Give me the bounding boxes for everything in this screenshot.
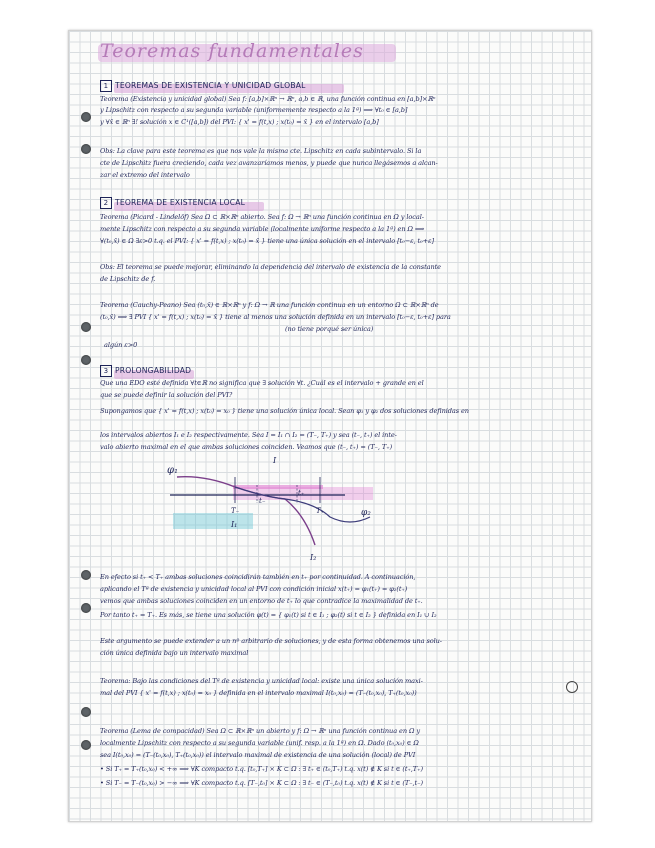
- solutions-diagram: [165, 455, 375, 565]
- text-line: (no tiene porqué ser única): [285, 325, 374, 333]
- section-number: 2: [100, 197, 112, 209]
- text-line: Supongamos que { x' = f(t,x) ; x(t₀) = x₀ } tiene una solución única local. Sean φ₁ y φ₂ dos soluciones definidas en: [100, 407, 469, 415]
- section-number: 1: [100, 80, 112, 92]
- page-title: Teoremas fundamentales: [100, 40, 364, 62]
- label-I: I: [273, 456, 277, 465]
- text-line: Obs: El teorema se puede mejorar, eliminando la dependencia del intervalo de existencia de la constante: [100, 263, 441, 271]
- text-line: Teorema: Bajo las condiciones del Tª de existencia y unicidad local: existe una única solución maxi-: [100, 677, 423, 685]
- text-line: mente Lipschitz con respecto a su segunda variable (localmente uniforme respecto a la 1ª) en Ω ⟹: [100, 225, 425, 233]
- section-number: 3: [100, 365, 112, 377]
- text-line: Que una EDO esté definida ∀t∈ℝ no significa que ∃ solución ∀t. ¿Cuál es el intervalo + grande en el: [100, 379, 424, 387]
- text-line: localmente Lipschitz con respecto a su segunda variable (unif. resp. a la 1ª) en Ω. Dado (t₀,x₀) ∈ Ω: [100, 739, 419, 747]
- section-3-heading: [100, 365, 191, 377]
- text-line: zar el extremo del intervalo: [100, 171, 190, 179]
- text-line: sea I(t₀,x₀) = (T₋(t₀,x₀), T₊(t₀,x₀)) el intervalo maximal de existencia de una solución (local) de PVI: [100, 751, 416, 759]
- text-line: ción única definida bajo un intervalo maximal: [100, 649, 249, 657]
- text-line: y Lipschitz con respecto a su segunda variable (uniformemente respecto a la 1ª) ⟹ ∀t₀ ∈ [a,b]: [100, 106, 408, 114]
- label-tplus: t₊: [298, 489, 305, 497]
- text-line: cte de Lipschitz fuera creciendo, cada vez avanzaríamos menos, y puede que nunca llegásemos a alcan-: [100, 159, 438, 167]
- label-phi2: φ₂: [361, 508, 371, 518]
- text-line: Teorema (Picard - Lindelöf) Sea Ω ⊂ ℝ×ℝⁿ abierto. Sea f: Ω → ℝⁿ una función continua en Ω y local-: [100, 213, 424, 221]
- text-line: los intervalos abiertos I₁ e I₂ respectivamente. Sea I = I₁ ∩ I₂ = (T₋, T₊) y sea (t₋, t₊) el inte-: [100, 431, 397, 439]
- text-line: (t₀,x̄) ⟹ ∃ PVI { x' = f(t,x) ; x(t₀) = x̄ } tiene al menos una solución definida en un intervalo [t₀−ε, t₀+ε] para: [100, 313, 451, 321]
- text-line: de Lipschitz de f.: [100, 275, 156, 283]
- text-line: y ∀x̄ ∈ ℝⁿ ∃! solución x ∈ C¹([a,b]) del PVI: { x' = f(t,x) ; x(t₀) = x̄ } en el intervalo [a,b]: [100, 118, 379, 126]
- label-Tplus: T₊: [316, 507, 325, 515]
- section-title: TEOREMA DE EXISTENCIA LOCAL: [115, 198, 246, 207]
- text-line: Teorema (Existencia y unicidad global) Sea f: [a,b]×ℝⁿ → ℝⁿ, a,b ∈ ℝ, una función continua en [a,b]×ℝⁿ: [100, 95, 436, 103]
- label-I1: I₁: [231, 520, 238, 529]
- text-line: Teorema (Cauchy-Peano) Sea (t₀,x̄) ∈ ℝ×ℝⁿ y f: Ω → ℝ una función continua en un entorno Ω ⊂ ℝ×ℝⁿ de: [100, 301, 439, 309]
- text-line: En efecto si t₊ < T₊ ambas soluciones coincidirán también en t₊ por continuidad. A continuación,: [100, 573, 416, 581]
- binder-hole: [81, 707, 91, 717]
- I-band: [233, 485, 323, 489]
- section-title: TEOREMAS DE EXISTENCIA Y UNICIDAD GLOBAL: [115, 81, 306, 90]
- text-line: Este argumento se puede extender a un nº arbitrario de soluciones, y de esta forma obtenemos una solu-: [100, 637, 442, 645]
- text-line: ∀(t₀,x̄) ∈ Ω ∃ε>0 t.q. el PVI: { x' = f(t,x) ; x(t₀) = x̄ } tiene una única solución en el intervalo [t₀−ε, t₀+ε]: [100, 237, 434, 245]
- binder-hole: [81, 740, 91, 750]
- label-phi1: φ₁: [167, 465, 179, 476]
- I1-band: [173, 513, 253, 529]
- label-tminus: t₋: [259, 497, 266, 505]
- label-Tminus: T₋: [231, 507, 240, 515]
- text-line: Obs: La clave para este teorema es que nos vale la misma cte. Lipschitz en cada subintervalo. Si la: [100, 147, 422, 155]
- text-line: Teorema (Lema de compacidad) Sea Ω ⊂ ℝ×ℝⁿ un abierto y f: Ω → ℝⁿ una función continua en Ω y: [100, 727, 420, 735]
- circle-mark: [566, 681, 578, 693]
- binder-hole: [81, 144, 91, 154]
- binder-hole: [81, 322, 91, 332]
- text-line: valo abierto maximal en el que ambas soluciones coinciden. Veamos que (t₋, t₊) = (T₋, T₊): [100, 443, 393, 451]
- section-title: PROLONGABILIDAD: [115, 366, 192, 375]
- text-line: • Si T₊ = T₊(t₀,x₀) < +∞ ⟹ ∀K compacto t.q. [t₀,T₊] × K ⊂ Ω : ∃ t₊ ∈ (t₀,T₊) t.q. x(t) ∉ K si t ∈ (t₊,T₊): [100, 765, 423, 773]
- binder-hole: [81, 603, 91, 613]
- text-line: que se puede definir la solución del PVI?: [100, 391, 233, 399]
- text-line: aplicando el Tª de existencia y unicidad local al PVI con condición inicial x(t₊) = φ₁(t₊) = φ₂(t₊): [100, 585, 408, 593]
- text-line: vemos que ambas soluciones coinciden en un entorno de t₊ lo que contradice la maximalidad de t₊.: [100, 597, 423, 605]
- label-I2: I₂: [310, 553, 317, 562]
- text-line: • Si T₋ = T₋(t₀,x₀) > −∞ ⟹ ∀K compacto t.q. [T₋,t₀] × K ⊂ Ω : ∃ t₋ ∈ (T₋,t₀) t.q. x(t) ∉ K si t ∈ (T₋,t₋): [100, 779, 423, 787]
- section-2-heading: [100, 197, 245, 209]
- section-1-heading: [100, 80, 306, 92]
- binder-hole: [81, 570, 91, 580]
- text-line: Por tanto t₊ = T₊. Es más, se tiene una solución φ(t) = { φ₁(t) si t ∈ I₁ ; φ₂(t) si t ∈ I₂ } definida en I₁ ∪ I₂: [100, 611, 437, 619]
- text-line: mal del PVI { x' = f(t,x) ; x(t₀) = x₀ } definida en el intervalo maximal I(t₀,x₀) = (T₋(t₀,x₀), T₊(t₀,x₀)): [100, 689, 417, 697]
- binder-hole: [81, 355, 91, 365]
- binder-hole: [81, 112, 91, 122]
- text-line: algún ε>0: [104, 341, 138, 349]
